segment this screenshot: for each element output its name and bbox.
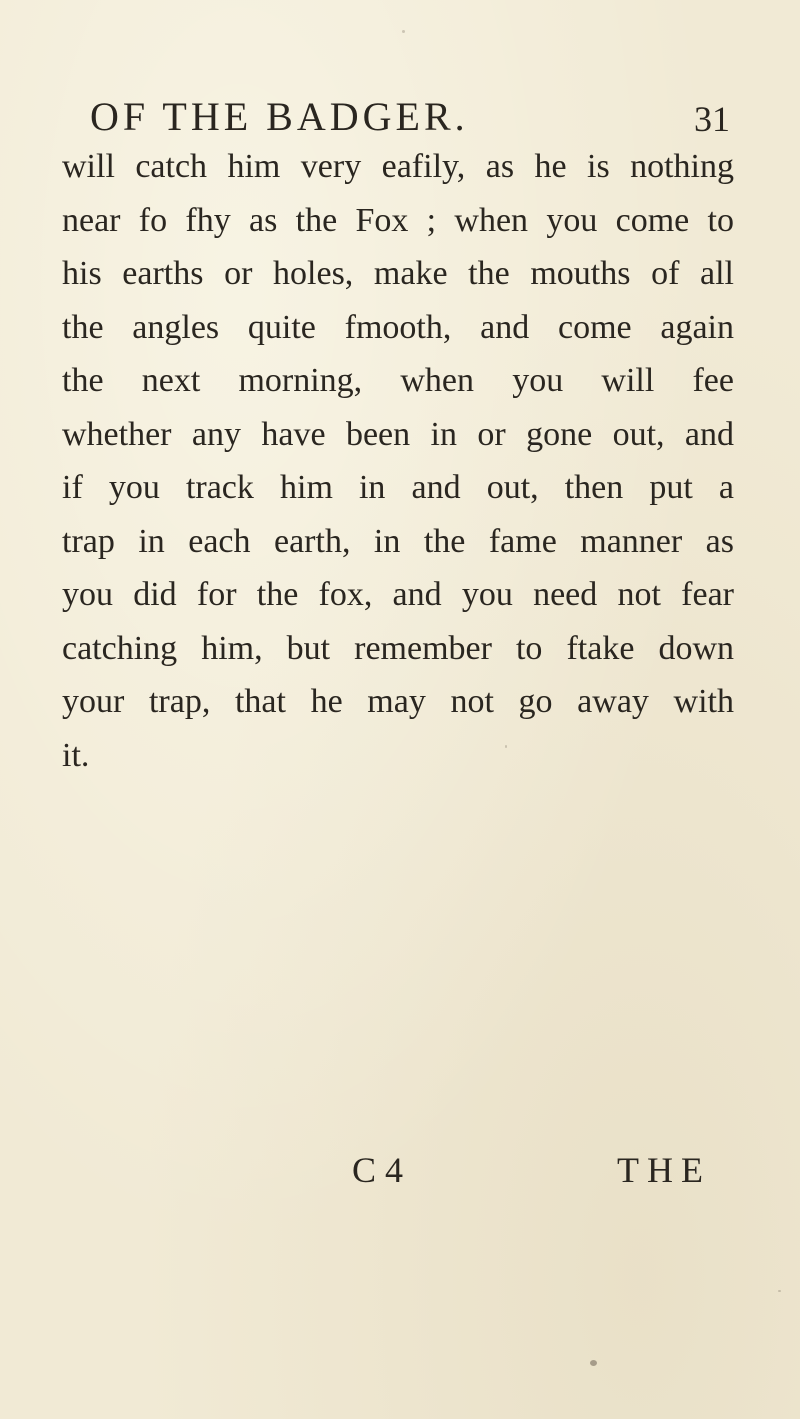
text-line: near fo fhy as the Fox ; when you come to <box>62 201 734 239</box>
body-text <box>62 140 734 782</box>
text-line: his earths or holes, make the mouths of all <box>62 255 734 292</box>
text-line: whether any have been in or gone out, and <box>62 415 734 453</box>
text-line: will catch him very eafily, as he is nothing <box>62 148 734 185</box>
text-line: catching him, but remember to ftake down <box>62 629 734 667</box>
text-line: you did for the fox, and you need not fear <box>62 576 734 613</box>
page-number: 31 <box>694 99 730 139</box>
ink-speck <box>590 1360 597 1366</box>
signature-mark: C 4 <box>352 1150 404 1190</box>
running-head: OF THE BADGER. <box>90 94 469 139</box>
text-line: trap in each earth, in the fame manner as <box>62 522 734 560</box>
ink-speck <box>505 745 507 748</box>
page-header <box>90 92 730 142</box>
text-line: the angles quite fmooth, and come again <box>62 308 734 346</box>
text-line: your trap, that he may not go away with <box>62 683 734 720</box>
page-footer <box>0 1145 800 1195</box>
ink-speck <box>778 1290 781 1292</box>
text-line-final: it. <box>62 736 90 774</box>
ink-speck <box>402 30 405 33</box>
catchword: THE <box>617 1150 711 1190</box>
text-line: the next morning, when you will fee <box>62 362 734 399</box>
text-line: if you track him in and out, then put a <box>62 469 734 506</box>
